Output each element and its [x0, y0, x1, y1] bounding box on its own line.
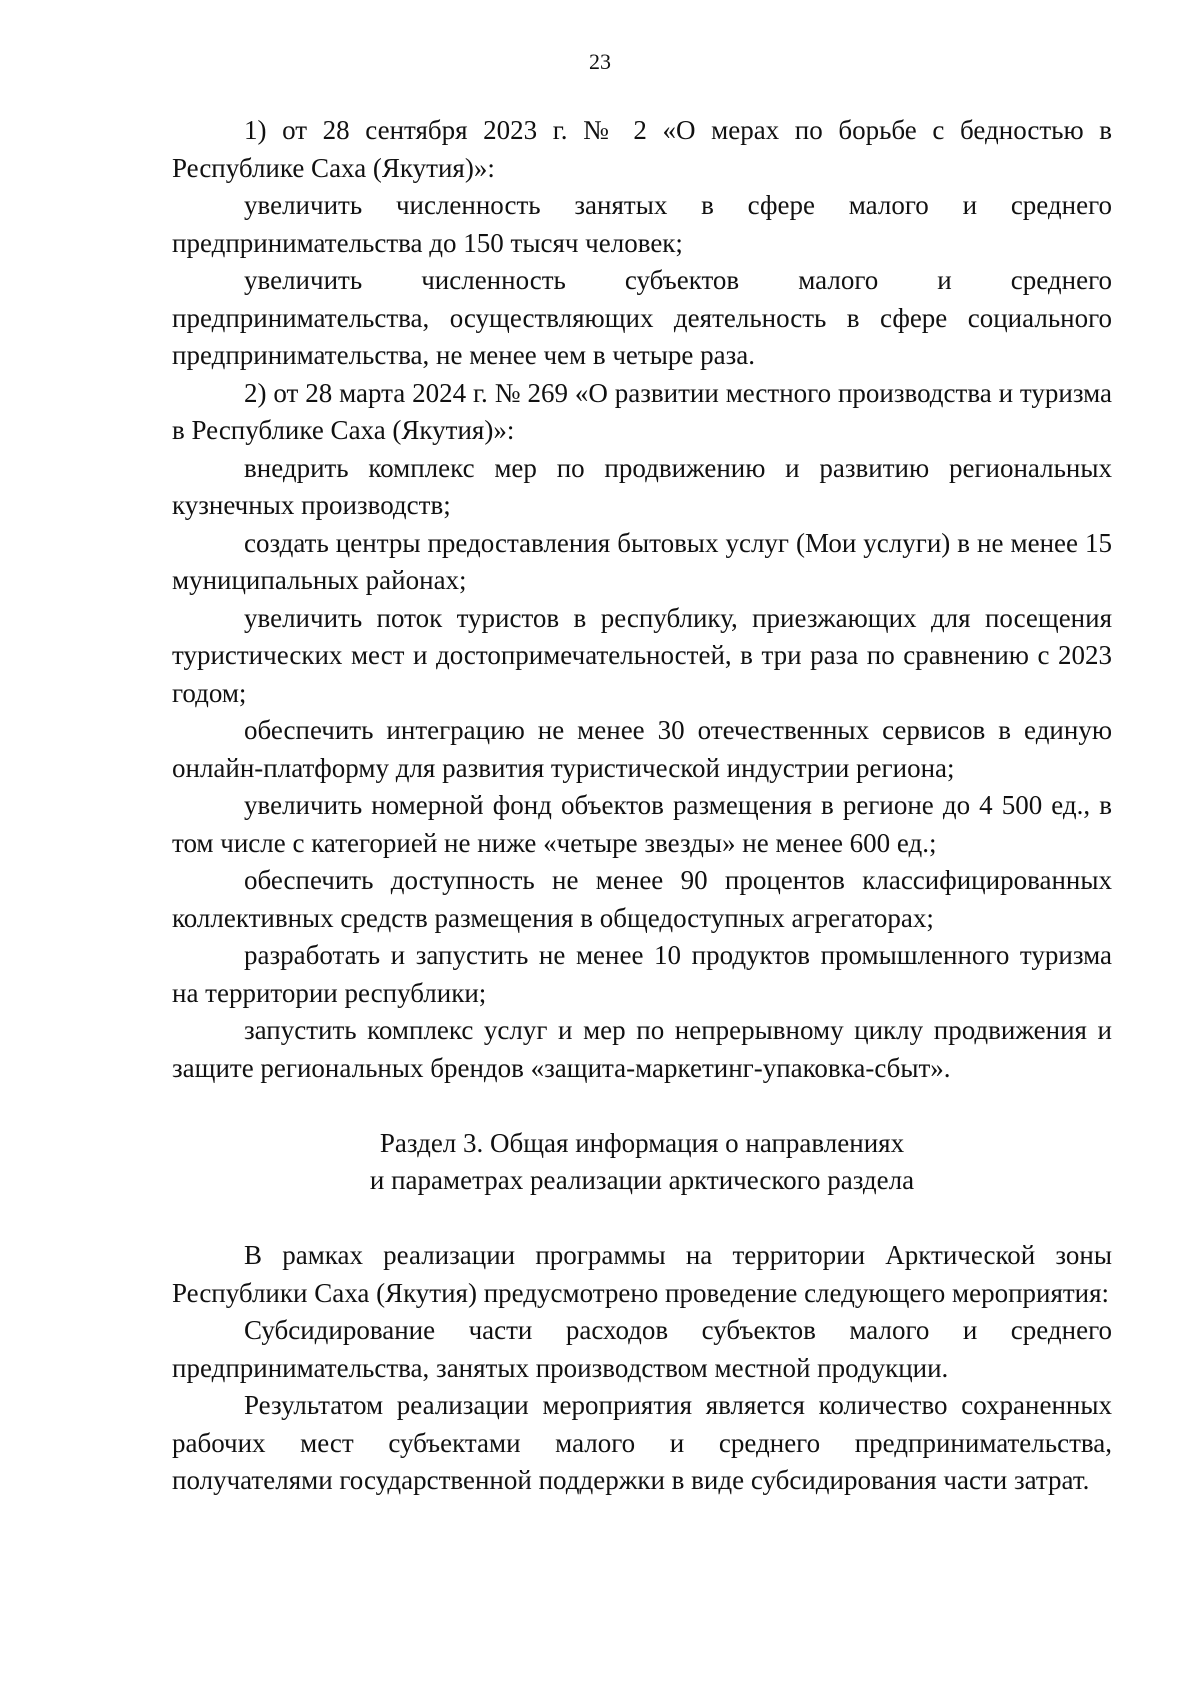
paragraph: В рамках реализации программы на территории Арктической зоны Республики Саха (Якутия) предусмотрено проведение следующего мероприятия: — [172, 1240, 1112, 1308]
document-body — [172, 112, 1112, 1500]
paragraph: создать центры предоставления бытовых услуг (Мои услуги) в не менее 15 муниципальных районах; — [172, 527, 1112, 595]
paragraph-decree-2: 2) от 28 марта 2024 г. № 269 «О развитии местного производства и туризма в Республике Саха (Якутия)»: — [172, 377, 1112, 445]
paragraph: обеспечить доступность не менее 90 процентов классифицированных коллективных средств размещения в общедоступных агрегаторах; — [172, 865, 1112, 933]
paragraph: Результатом реализации мероприятия является количество сохраненных рабочих мест субъектами малого и среднего предпринимательства, получателями государственной поддержки в виде субсидирования части затрат. — [172, 1390, 1112, 1495]
section-heading — [172, 1125, 1112, 1199]
section-heading-line-1: Раздел 3. Общая информация о направлениях — [379, 1128, 905, 1158]
paragraph: внедрить комплекс мер по продвижению и развитию региональных кузнечных производств; — [172, 452, 1112, 520]
paragraph-decree-1: 1) от 28 сентября 2023 г. № 2 «О мерах по борьбе с бедностью в Республике Саха (Якутия)»: — [172, 115, 1112, 183]
spacer — [172, 1199, 1112, 1237]
paragraph: обеспечить интеграцию не менее 30 отечественных сервисов в единую онлайн-платформу для развития туристической индустрии региона; — [172, 715, 1112, 783]
paragraph: разработать и запустить не менее 10 продуктов промышленного туризма на территории республики; — [172, 940, 1112, 1008]
paragraph: увеличить численность субъектов малого и среднего предпринимательства, осуществляющих деятельность в сфере социального предпринимательства, не менее чем в четыре раза. — [172, 265, 1112, 370]
section-heading-line-2: и параметрах реализации арктического раздела — [369, 1165, 915, 1195]
paragraph: запустить комплекс услуг и мер по непрерывному циклу продвижения и защите региональных брендов «защита-маркетинг-упаковка-сбыт». — [172, 1015, 1112, 1083]
paragraph: увеличить поток туристов в республику, приезжающих для посещения туристических мест и достопримечательностей, в три раза по сравнению с 2023 годом; — [172, 602, 1112, 708]
paragraph: Субсидирование части расходов субъектов малого и среднего предпринимательства, занятых производством местной продукции. — [172, 1315, 1112, 1383]
paragraph: увеличить номерной фонд объектов размещения в регионе до 4 500 ед., в том числе с категорией не ниже «четыре звезды» не менее 600 ед.; — [172, 790, 1112, 858]
page-number: 23 — [589, 49, 611, 74]
paragraph: увеличить численность занятых в сфере малого и среднего предпринимательства до 150 тысяч человек; — [172, 190, 1112, 258]
spacer — [172, 1087, 1112, 1125]
